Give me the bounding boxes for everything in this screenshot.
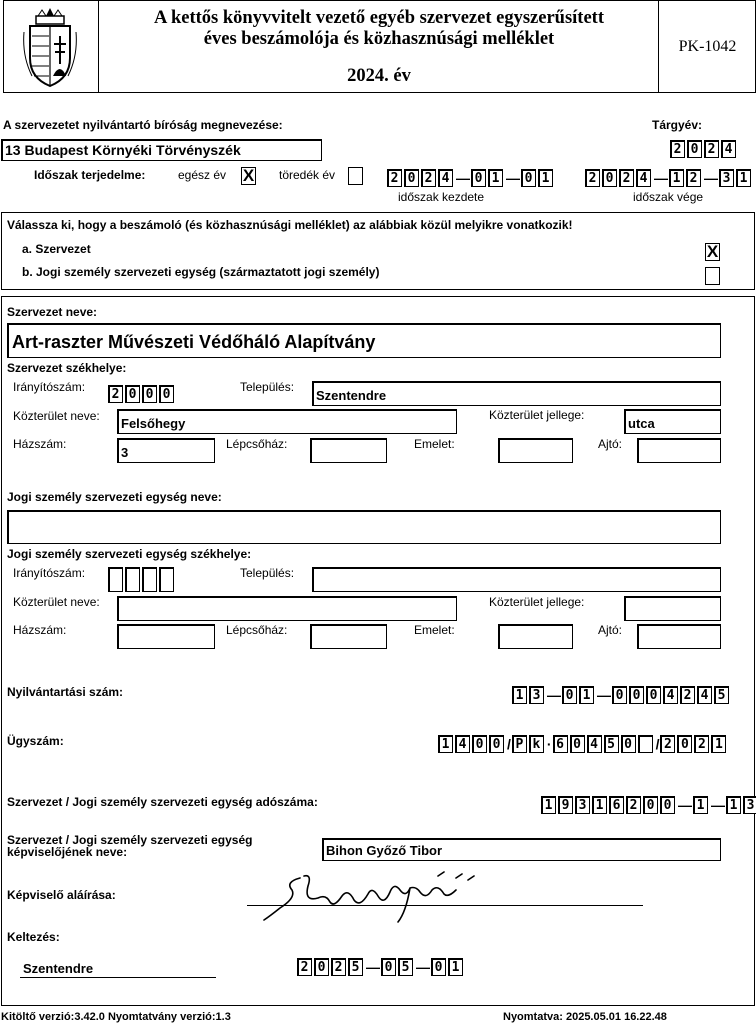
target-year-cells[interactable] [670, 140, 738, 158]
unit-city-field[interactable] [312, 567, 721, 592]
unit-seat-label: Jogi személy szervezeti egység székhelye: [7, 547, 252, 561]
unit-street-label: Közterület neve: [13, 595, 100, 609]
unit-stair-label: Lépcsőház: [226, 623, 288, 637]
org-house-field[interactable]: 3 [117, 438, 215, 463]
digit-cell[interactable]: 4 [587, 735, 602, 753]
digit-cell[interactable]: 1 [541, 796, 556, 814]
partial-year-label: töredék év [279, 168, 336, 182]
rep-name-field[interactable]: Bihon Győző Tibor [322, 838, 721, 861]
separator: — [456, 170, 470, 186]
digit-cell[interactable]: 1 [488, 169, 503, 187]
unit-zip-cells[interactable] [108, 567, 176, 592]
scope-option-b-checkbox[interactable] [705, 267, 720, 285]
digit-cell[interactable]: 0 [142, 385, 157, 403]
org-stair-field[interactable] [310, 438, 387, 463]
separator: — [597, 687, 611, 703]
unit-house-field[interactable] [117, 624, 215, 649]
digit-cell[interactable]: 3 [575, 796, 590, 814]
unit-street-field[interactable] [117, 596, 457, 621]
org-seat-label: Szervezet székhelye: [7, 361, 127, 375]
digit-cell[interactable]: 1 [538, 169, 553, 187]
separator: — [506, 170, 520, 186]
digit-cell[interactable]: 0 [621, 735, 636, 753]
digit-cell[interactable]: 6 [553, 735, 568, 753]
digit-cell[interactable]: 2 [297, 958, 312, 976]
org-street-field[interactable]: Felsőhegy [117, 409, 457, 434]
digit-cell[interactable]: 0 [159, 385, 174, 403]
digit-cell[interactable]: 2 [331, 958, 346, 976]
digit-cell[interactable]: 2 [704, 140, 719, 158]
digit-cell[interactable]: 0 [314, 958, 329, 976]
separator: — [416, 959, 430, 975]
digit-cell[interactable] [125, 567, 140, 592]
digit-cell[interactable]: 2 [108, 385, 123, 403]
digit-cell[interactable] [638, 735, 653, 753]
form-code: PK-1042 [678, 38, 737, 55]
org-floor-field[interactable] [498, 438, 573, 463]
scope-option-b: b. Jogi személy szervezeti egység (származtatott jogi személy) [22, 265, 380, 279]
digit-cell[interactable]: 0 [629, 686, 644, 704]
digit-cell[interactable]: 5 [714, 686, 729, 704]
digit-cell[interactable]: 0 [602, 169, 617, 187]
digit-cell[interactable]: 0 [381, 958, 396, 976]
footer-printed: Nyomtatva: 2025.05.01 16.22.48 [503, 1011, 667, 1023]
digit-cell[interactable]: 1 [438, 735, 453, 753]
org-city-label: Település: [240, 380, 295, 394]
org-street-type-field[interactable]: utca [624, 409, 721, 434]
digit-cell[interactable]: 2 [680, 686, 695, 704]
unit-floor-field[interactable] [498, 624, 573, 649]
partial-year-checkbox[interactable] [348, 167, 363, 185]
scope-option-a-checkbox[interactable]: X [706, 242, 719, 261]
digit-cell[interactable] [142, 567, 157, 592]
digit-cell[interactable]: 6 [609, 796, 624, 814]
digit-cell[interactable]: 1 [579, 686, 594, 704]
digit-cell[interactable]: 0 [489, 735, 504, 753]
separator: — [678, 797, 692, 813]
separator: / [655, 736, 660, 752]
digit-cell[interactable]: 4 [663, 686, 678, 704]
digit-cell[interactable]: 0 [471, 169, 486, 187]
tax-number-cells[interactable] [541, 796, 756, 814]
digit-cell[interactable]: 1 [512, 686, 527, 704]
period-start-cells[interactable] [387, 169, 555, 187]
digit-cell[interactable]: 5 [398, 958, 413, 976]
dated-date-cells[interactable] [297, 958, 465, 976]
unit-zip-label: Irányítószám: [13, 566, 86, 580]
org-name-label: Szervezet neve: [7, 305, 98, 319]
unit-floor-label: Emelet: [414, 623, 455, 637]
digit-cell[interactable]: 2 [670, 140, 685, 158]
target-year-label: Tárgyév: [652, 118, 703, 132]
period-end-label: időszak vége [633, 190, 704, 204]
digit-cell[interactable]: 0 [125, 385, 140, 403]
org-city-field[interactable]: Szentendre [312, 381, 721, 406]
period-start-label: időszak kezdete [398, 190, 485, 204]
unit-street-type-field[interactable] [624, 596, 721, 621]
dated-place-line [20, 977, 216, 978]
footer-version: Kitöltő verzió:3.42.0 Nyomtatvány verzió:1.3 [1, 1011, 231, 1023]
unit-street-type-label: Közterület jellege: [489, 595, 585, 609]
digit-cell[interactable]: 4 [438, 169, 453, 187]
scope-question: Válassza ki, hogy a beszámoló (és közhasznúsági melléklet) az alábbiak közül melyikre vonatkozik! [7, 218, 573, 232]
digit-cell[interactable]: 0 [521, 169, 536, 187]
coat-of-arms-icon [22, 6, 78, 88]
digit-cell[interactable]: 2 [686, 169, 701, 187]
rep-label-line1: Szervezet / Jogi személy szervezeti egység [7, 833, 253, 847]
dated-label: Keltezés: [7, 930, 60, 944]
signature-image [260, 868, 490, 926]
separator: — [704, 170, 718, 186]
org-name-field[interactable]: Art-raszter Művészeti Védőháló Alapítvány [7, 323, 721, 358]
digit-cell[interactable]: P [512, 735, 527, 753]
digit-cell[interactable]: 4 [721, 140, 736, 158]
org-door-field[interactable] [637, 438, 721, 463]
digit-cell[interactable]: 0 [570, 735, 585, 753]
form-year: 2024. év [347, 66, 411, 86]
case-number-cells[interactable] [438, 735, 728, 753]
digit-cell[interactable]: 2 [387, 169, 402, 187]
court-field[interactable]: 13 Budapest Környéki Törvényszék [1, 139, 322, 161]
unit-stair-field[interactable] [310, 624, 387, 649]
form-title-line2: éves beszámolója és közhasznúsági melléklet [203, 29, 555, 49]
digit-cell[interactable]: 0 [562, 686, 577, 704]
org-street-label: Közterület neve: [13, 409, 100, 423]
unit-name-field[interactable] [7, 510, 721, 544]
digit-cell[interactable]: 3 [743, 796, 756, 814]
digit-cell[interactable]: 5 [348, 958, 363, 976]
digit-cell[interactable]: 0 [472, 735, 487, 753]
digit-cell[interactable]: 5 [604, 735, 619, 753]
digit-cell[interactable]: 2 [626, 796, 641, 814]
unit-house-label: Házszám: [13, 623, 67, 637]
digit-cell[interactable]: 1 [693, 796, 708, 814]
digit-cell[interactable]: 1 [736, 169, 751, 187]
digit-cell[interactable]: 2 [694, 735, 709, 753]
registration-label: Nyilvántartási szám: [7, 685, 124, 699]
header-divider-left [98, 0, 99, 93]
scope-option-a: a. Szervezet [22, 242, 91, 256]
digit-cell[interactable]: 0 [431, 958, 446, 976]
separator: · [546, 736, 552, 752]
rep-label-line2: képviselőjének neve: [7, 845, 128, 859]
case-label: Ügyszám: [7, 734, 64, 748]
separator: — [654, 170, 668, 186]
digit-cell[interactable]: 4 [697, 686, 712, 704]
digit-cell[interactable]: 1 [669, 169, 684, 187]
digit-cell[interactable]: 1 [726, 796, 741, 814]
unit-name-label: Jogi személy szervezeti egység neve: [7, 490, 222, 504]
digit-cell[interactable]: k [529, 735, 544, 753]
digit-cell[interactable]: 2 [619, 169, 634, 187]
org-house-label: Házszám: [13, 437, 67, 451]
court-label: A szervezetet nyilvántartó bíróság megnevezése: [3, 118, 283, 132]
form-title-line1: A kettős könyvvitelt vezető egyéb szervezet egyszerűsített [154, 8, 604, 28]
org-street-type-label: Közterület jellege: [489, 408, 585, 422]
digit-cell[interactable] [159, 567, 174, 592]
registration-cells[interactable] [512, 686, 731, 704]
digit-cell[interactable]: 0 [687, 140, 702, 158]
digit-cell[interactable]: 0 [612, 686, 627, 704]
digit-cell[interactable]: 1 [711, 735, 726, 753]
full-year-checkbox[interactable]: X [242, 166, 255, 185]
digit-cell[interactable] [108, 567, 123, 592]
digit-cell[interactable]: 0 [646, 686, 661, 704]
unit-door-label: Ajtó: [598, 623, 623, 637]
signature-label: Képviselő aláírása: [7, 888, 116, 902]
separator: / [507, 736, 511, 752]
digit-cell[interactable]: 1 [448, 958, 463, 976]
tax-label: Szervezet / Jogi személy szervezeti egység adószáma: [7, 795, 318, 809]
org-floor-label: Emelet: [414, 437, 455, 451]
period-end-cells[interactable] [585, 169, 753, 187]
separator: — [711, 797, 725, 813]
digit-cell[interactable]: 0 [643, 796, 658, 814]
digit-cell[interactable]: 3 [719, 169, 734, 187]
org-zip-cells[interactable] [108, 385, 176, 403]
digit-cell[interactable]: 0 [404, 169, 419, 187]
digit-cell[interactable]: 3 [529, 686, 544, 704]
full-year-label: egész év [178, 168, 227, 182]
org-door-label: Ajtó: [598, 437, 623, 451]
separator: — [547, 687, 561, 703]
digit-cell[interactable]: 1 [592, 796, 607, 814]
digit-cell[interactable]: 2 [421, 169, 436, 187]
unit-door-field[interactable] [637, 624, 721, 649]
digit-cell[interactable]: 4 [455, 735, 470, 753]
unit-city-label: Település: [240, 566, 295, 580]
period-label: Időszak terjedelme: [34, 168, 146, 182]
digit-cell[interactable]: 2 [585, 169, 600, 187]
digit-cell[interactable]: 4 [636, 169, 651, 187]
digit-cell[interactable]: 9 [558, 796, 573, 814]
org-stair-label: Lépcsőház: [226, 437, 288, 451]
dated-place: Szentendre [23, 961, 94, 976]
digit-cell[interactable]: 0 [677, 735, 692, 753]
digit-cell[interactable]: 0 [660, 796, 675, 814]
separator: — [366, 959, 380, 975]
digit-cell[interactable]: 2 [660, 735, 675, 753]
org-zip-label: Irányítószám: [13, 380, 86, 394]
